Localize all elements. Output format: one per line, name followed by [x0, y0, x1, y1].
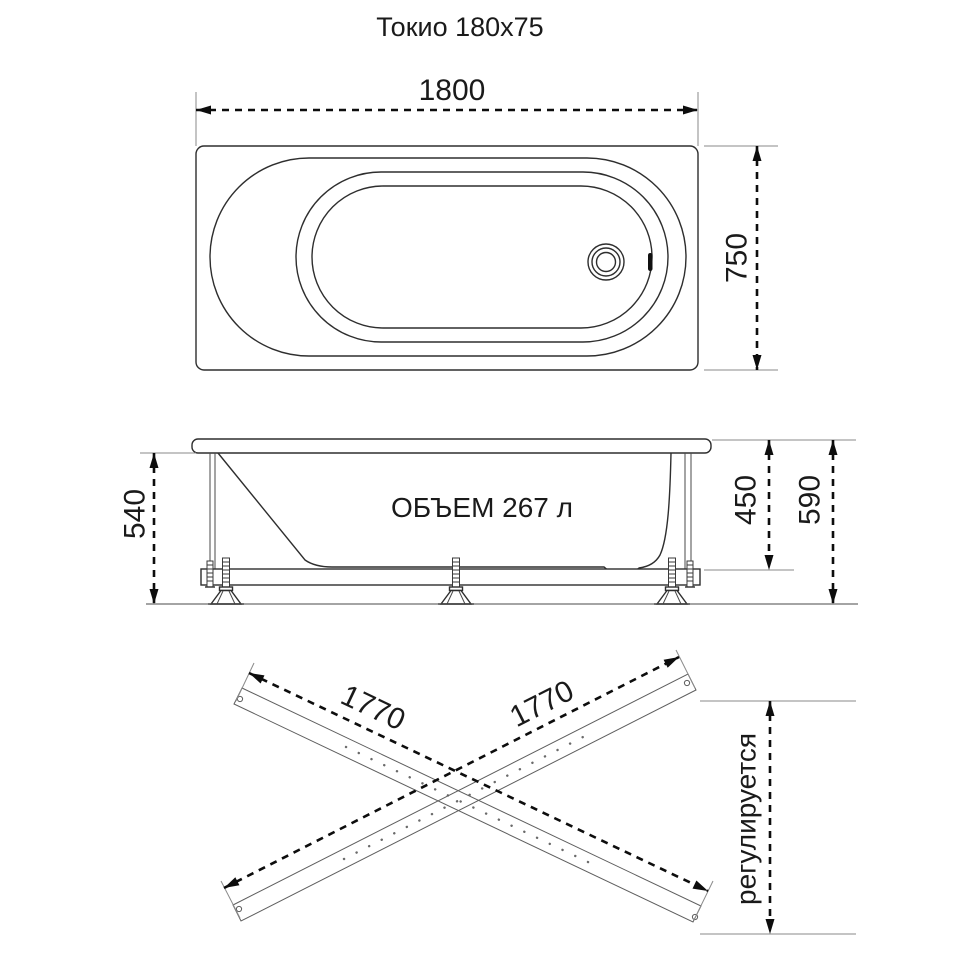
dimension-line	[249, 673, 708, 891]
extension-line	[236, 663, 254, 701]
rail-end-hole	[236, 906, 241, 911]
tub-outer-rim	[196, 146, 698, 370]
dimension-rail-b	[221, 650, 695, 918]
drawing-title: Токио 180x75	[376, 12, 544, 42]
dimension-height-rim	[119, 453, 197, 604]
left-apron-panel	[210, 453, 215, 570]
dimension-rail-a	[236, 663, 713, 920]
overflow-mark	[648, 253, 653, 271]
dimension-label-length: 1800	[418, 74, 486, 107]
dimension-line	[224, 657, 679, 888]
dimension-width	[704, 146, 778, 370]
rail-outline	[233, 674, 696, 921]
extension-line	[676, 650, 695, 688]
rail-end-hole	[684, 680, 689, 685]
support-frame	[146, 558, 858, 604]
volume-label: ОБЪЕМ 267 л	[391, 492, 573, 523]
panel-screw-right	[685, 561, 695, 587]
dimension-length	[196, 74, 698, 146]
tub-rim-bar	[192, 439, 711, 453]
dimension-label-width: 750	[720, 232, 754, 284]
frame-rail	[201, 569, 700, 585]
dimension-label-1770-right: 1770	[504, 674, 580, 734]
top-view	[196, 74, 778, 370]
base-view	[221, 650, 856, 934]
dimension-adjustable	[700, 701, 856, 934]
dimension-label-450: 450	[729, 474, 763, 526]
dimension-height-total	[794, 440, 834, 604]
adjustable-label: регулируется	[730, 733, 762, 905]
side-view	[119, 439, 859, 604]
extension-line	[221, 881, 240, 918]
support-rail-b	[233, 674, 696, 921]
panel-screw-left	[205, 561, 215, 587]
dimension-depth	[704, 440, 794, 570]
tub-plan	[196, 146, 698, 370]
dimension-label-590: 590	[793, 474, 827, 526]
rail-hole-row	[344, 736, 585, 859]
dimension-label-1770-left: 1770	[335, 678, 411, 738]
right-apron-panel	[685, 453, 691, 570]
dimension-label-540: 540	[118, 488, 152, 540]
